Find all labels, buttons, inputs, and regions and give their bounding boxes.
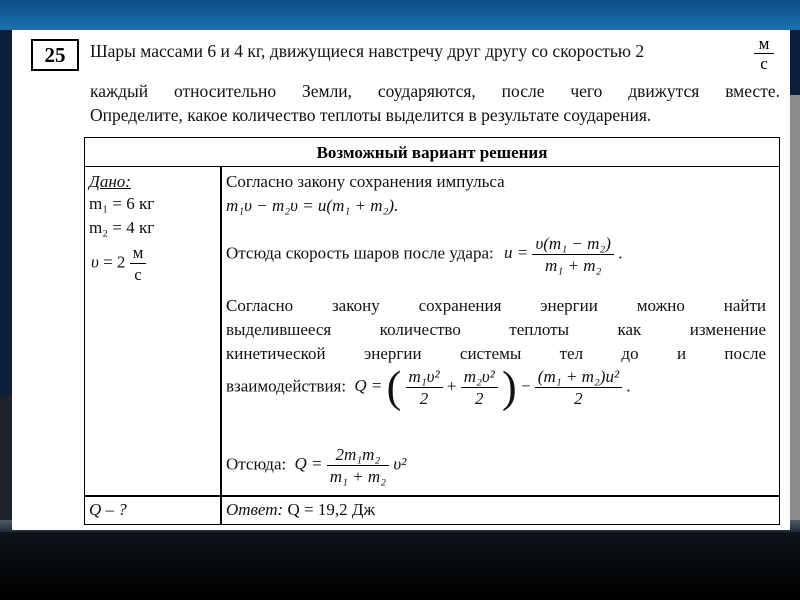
energy-formula: взаимодействия: Q = ( $\frac{\text{m₁υ²}}{2}$ + $\frac{\text{m₂υ²}}{2}$ ) − $\frac{\text{(m₁ + m₂)u²}}{2}$ . [226,362,631,412]
task-number: 25 [31,39,79,71]
slide [12,30,790,530]
task-line-3: Определите, какое количество теплоты выделится в результате соударения. [90,105,652,125]
bottom-band [0,520,800,600]
given-m1: m₁ = 6 кг [89,194,155,213]
momentum-text: Согласно закону сохранения импульса [226,172,505,191]
energy-line-1: Согласно закону сохранения энергии можно найти [226,296,766,315]
task-line-2: каждый относительно Земли, соударяются, после чего движутся вместе. [90,81,780,101]
energy-line-3: кинетической энергии системы тел до и после [226,344,766,363]
speed-step: Отсюда скорость шаров после удара: u = $\frac{\text{υ(m₁ − m₂)}}{\text{m₁ + m₂}}$ . [226,234,623,275]
task-speed-unit: м с [754,34,774,73]
top-band [0,0,800,30]
given-title: Дано: [89,172,131,191]
solution-table [84,137,780,525]
result-formula: Отсюда: Q = $\frac{\text{2m₁m₂}}{\text{m₁ + m₂}}$ υ² [226,445,407,486]
task-line-1: Шары массами 6 и 4 кг, движущиеся навстречу друг другу со скоростью 2 [90,41,645,61]
right-edge [790,95,800,535]
given-speed: υ = 2 $\frac{м}{с}$ [91,242,146,285]
answer: Ответ: Q = 19,2 Дж [226,500,376,519]
solution-header: Возможный вариант решения [85,138,779,167]
find-quantity: Q – ? [89,500,127,519]
given-m2: m₂ = 4 кг [89,218,155,237]
momentum-formula: m₁υ − m₂υ = u(m₁ + m₂). [226,196,399,215]
energy-line-2: выделившееся количество теплоты как изменение [226,320,766,339]
